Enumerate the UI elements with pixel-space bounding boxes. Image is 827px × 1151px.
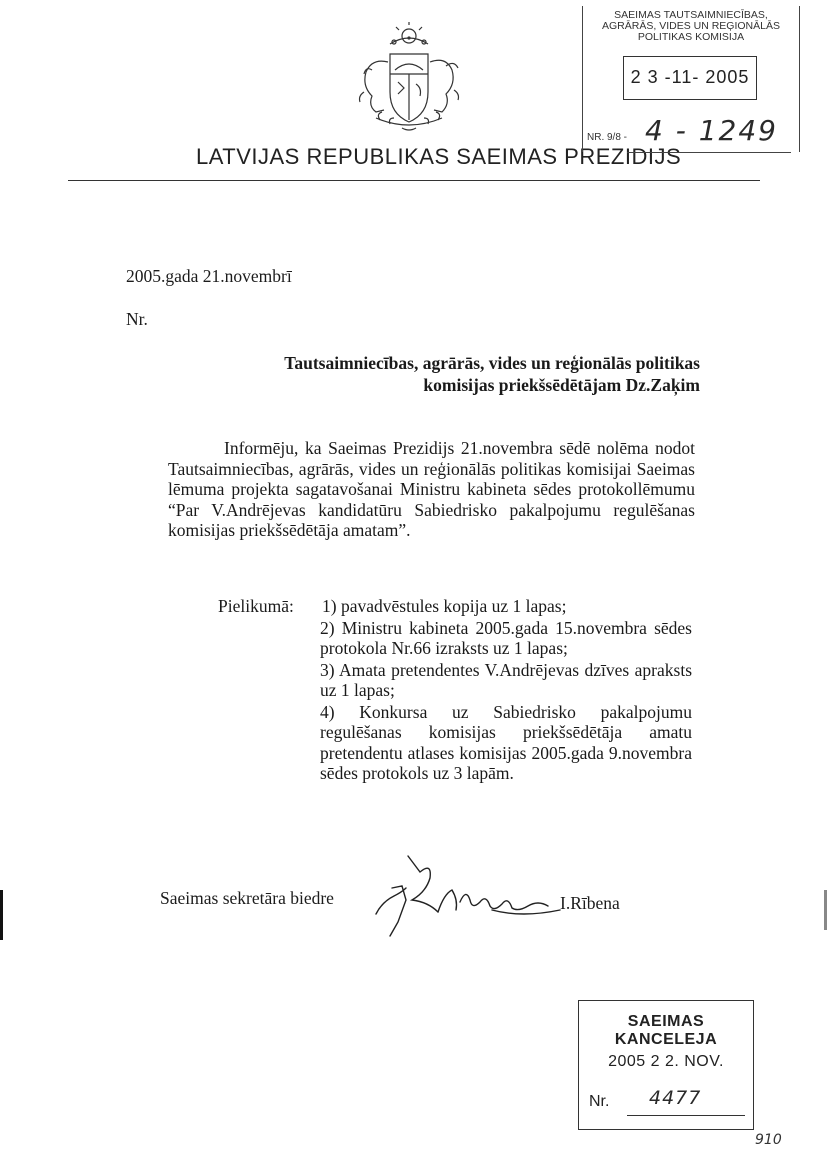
chancellery-stamp-date: 2005 2 2. NOV. bbox=[608, 1053, 724, 1070]
stamp-committee-line: SAEIMAS TAUTSAIMNIECĪBAS, bbox=[614, 9, 768, 21]
recipient-block bbox=[200, 352, 700, 396]
chancellery-stamp bbox=[578, 1000, 754, 1130]
letter-date: 2005.gada 21.novembrī bbox=[126, 266, 292, 286]
recipient-line: komisijas priekšsēdētājam Dz.Zaķim bbox=[423, 375, 700, 395]
attachment-item: 2) Ministru kabineta 2005.gada 15.novembra sēdes protokola Nr.66 izraksts uz 1 lapas; bbox=[320, 617, 692, 658]
stamp-nr-underline bbox=[627, 152, 791, 153]
signatory-role: Saeimas sekretāra biedre bbox=[160, 888, 334, 908]
organization-title: LATVIJAS REPUBLIKAS SAEIMAS PREZIDIJS bbox=[196, 144, 682, 169]
stamp-nr-handwritten: 4 - 1249 bbox=[645, 114, 778, 147]
chancellery-stamp-nr-underline bbox=[627, 1115, 745, 1116]
stamp-committee-line: AGRĀRĀS, VIDES UN REĢIONĀLĀS bbox=[602, 20, 780, 32]
stamp-date: 2 3 -11- 2005 bbox=[623, 56, 757, 100]
page-mark-handwritten: 910 bbox=[755, 1132, 782, 1148]
attachment-item: 4) Konkursa uz Sabiedrisko pakalpojumu regulēšanas komisijas priekšsēdētāja amatu pretendentu atlases komisijas 2005.gada 9.novembra sēdes protokols uz 3 lapām. bbox=[320, 701, 692, 783]
letter-body: Informēju, ka Saeimas Prezidijs 21.novembra sēdē nolēma nodot Tautsaimniecības, agrārās, vides un reģionālās politikas komisijai Saeimas lēmuma projekta sagatavošanai Ministru kabineta sēdes protokollēmumu “Par V.Andrējevas kandidatūru Sabiedrisko pakalpojumu regulēšanas komisijas priekšsēdētāja amatam”. bbox=[168, 438, 695, 540]
letter-number-label: Nr. bbox=[126, 309, 148, 329]
chancellery-stamp-nr-label: Nr. bbox=[589, 1093, 610, 1110]
stamp-nr-label: NR. 9/8 - bbox=[587, 132, 628, 143]
recipient-line: Tautsaimniecības, agrārās, vides un reģionālās politikas bbox=[284, 353, 700, 373]
attachment-item: 1) pavadvēstules kopija uz 1 lapas; bbox=[322, 596, 567, 616]
stamp-committee-line: POLITIKAS KOMISIJA bbox=[637, 31, 745, 43]
registration-stamp bbox=[582, 6, 800, 152]
attachment-item: 3) Amata pretendentes V.Andrējevas dzīves apraksts uz 1 lapas; bbox=[320, 659, 692, 700]
scan-edge-mark bbox=[0, 890, 3, 940]
chancellery-stamp-title: SAEIMAS KANCELEJA bbox=[614, 1013, 718, 1048]
header-divider bbox=[68, 180, 760, 181]
signatory-name: I.Rībena bbox=[560, 893, 620, 913]
chancellery-stamp-nr-handwritten: 4477 bbox=[649, 1087, 702, 1109]
coat-of-arms-emblem bbox=[350, 22, 468, 134]
attachments-list bbox=[310, 596, 692, 785]
handwritten-signature bbox=[372, 852, 562, 942]
attachments-label: Pielikumā: bbox=[218, 596, 294, 616]
